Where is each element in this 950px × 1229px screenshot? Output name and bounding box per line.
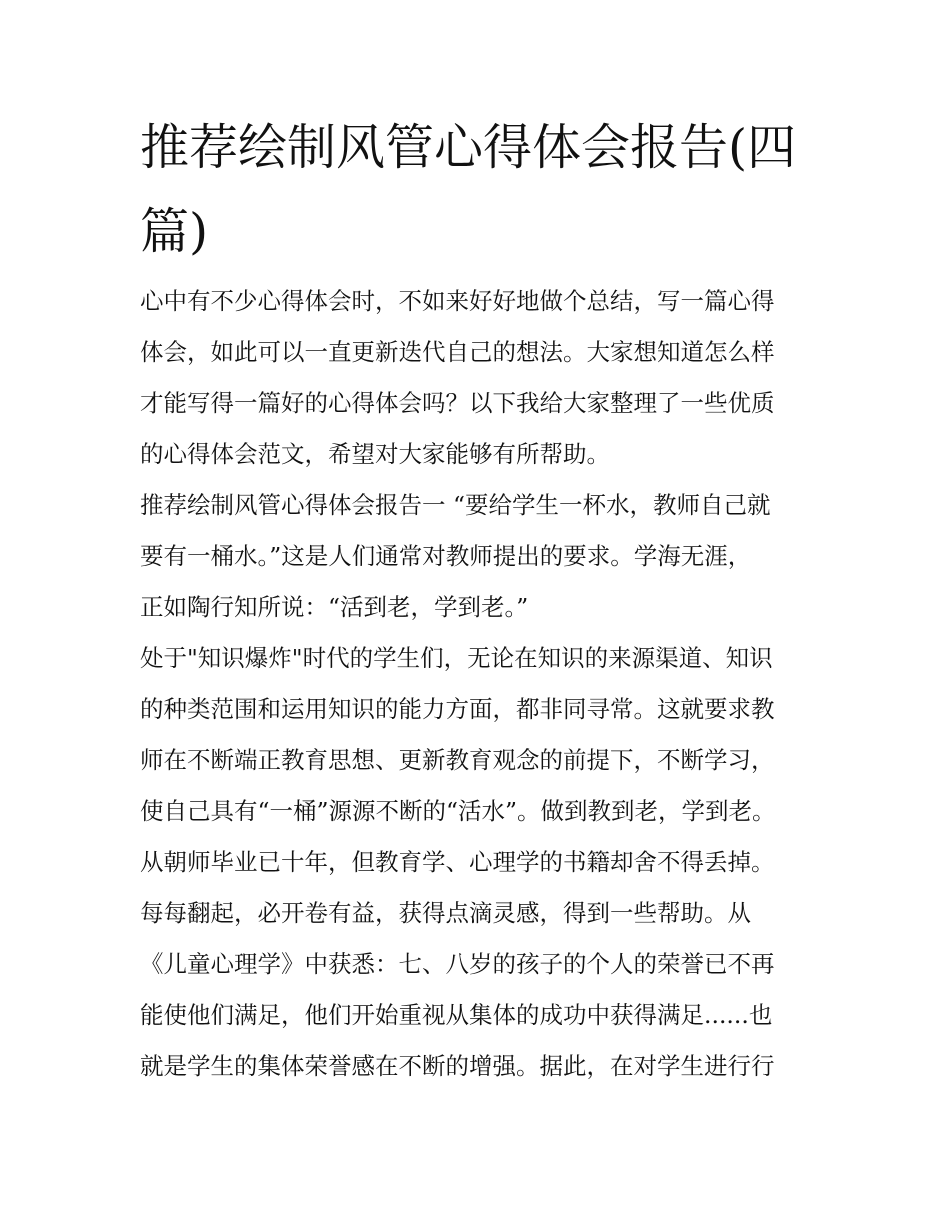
text-line: 推荐绘制风管心得体会报告一 “要给学生一杯水，教师自己就 [140,491,771,519]
text-line: 正如陶行知所说：“活到老，学到老。” [140,593,529,621]
text-line: 能使他们满足，他们开始重视从集体的成功中获得满足......也 [140,1001,773,1029]
paragraph-knowledge [140,633,812,1092]
text-line: 师在不断端正教育思想、更新教育观念的前提下，不断学习， [140,746,775,774]
text-line: 的心得体会范文，希望对大家能够有所帮助。 [140,440,610,468]
text-line: 每每翻起，必开卷有益，获得点滴灵感，得到一些帮助。从 [140,899,751,927]
document-body [140,276,812,1092]
text-line: 从朝师毕业已十年，但教育学、心理学的书籍却舍不得丢掉。 [140,848,775,876]
text-line: 要有一桶水。”这是人们通常对教师提出的要求。学海无涯， [140,542,752,570]
text-line: 心中有不少心得体会时，不如来好好地做个总结，写一篇心得 [140,287,775,315]
text-line: 就是学生的集体荣誉感在不断的增强。据此，在对学生进行行 [140,1052,775,1080]
text-line: 体会，如此可以一直更新迭代自己的想法。大家想知道怎么样 [140,338,775,366]
text-line: 《儿童心理学》中获悉：七、八岁的孩子的个人的荣誉已不再 [140,950,775,978]
text-line: 的种类范围和运用知识的能力方面，都非同寻常。这就要求教 [140,695,775,723]
title-line-2: 篇) [140,203,209,260]
paragraph-report-one [140,480,812,633]
text-line: 才能写得一篇好的心得体会吗？以下我给大家整理了一些优质 [140,389,775,417]
document-title [140,106,820,274]
title-line-1: 推荐绘制风管心得体会报告(四 [140,119,797,176]
text-line: 使自己具有“一桶”源源不断的“活水”。做到教到老，学到老。 [140,797,776,825]
text-line: 处于"知识爆炸"时代的学生们，无论在知识的来源渠道、知识 [140,644,773,672]
paragraph-intro [140,276,812,480]
